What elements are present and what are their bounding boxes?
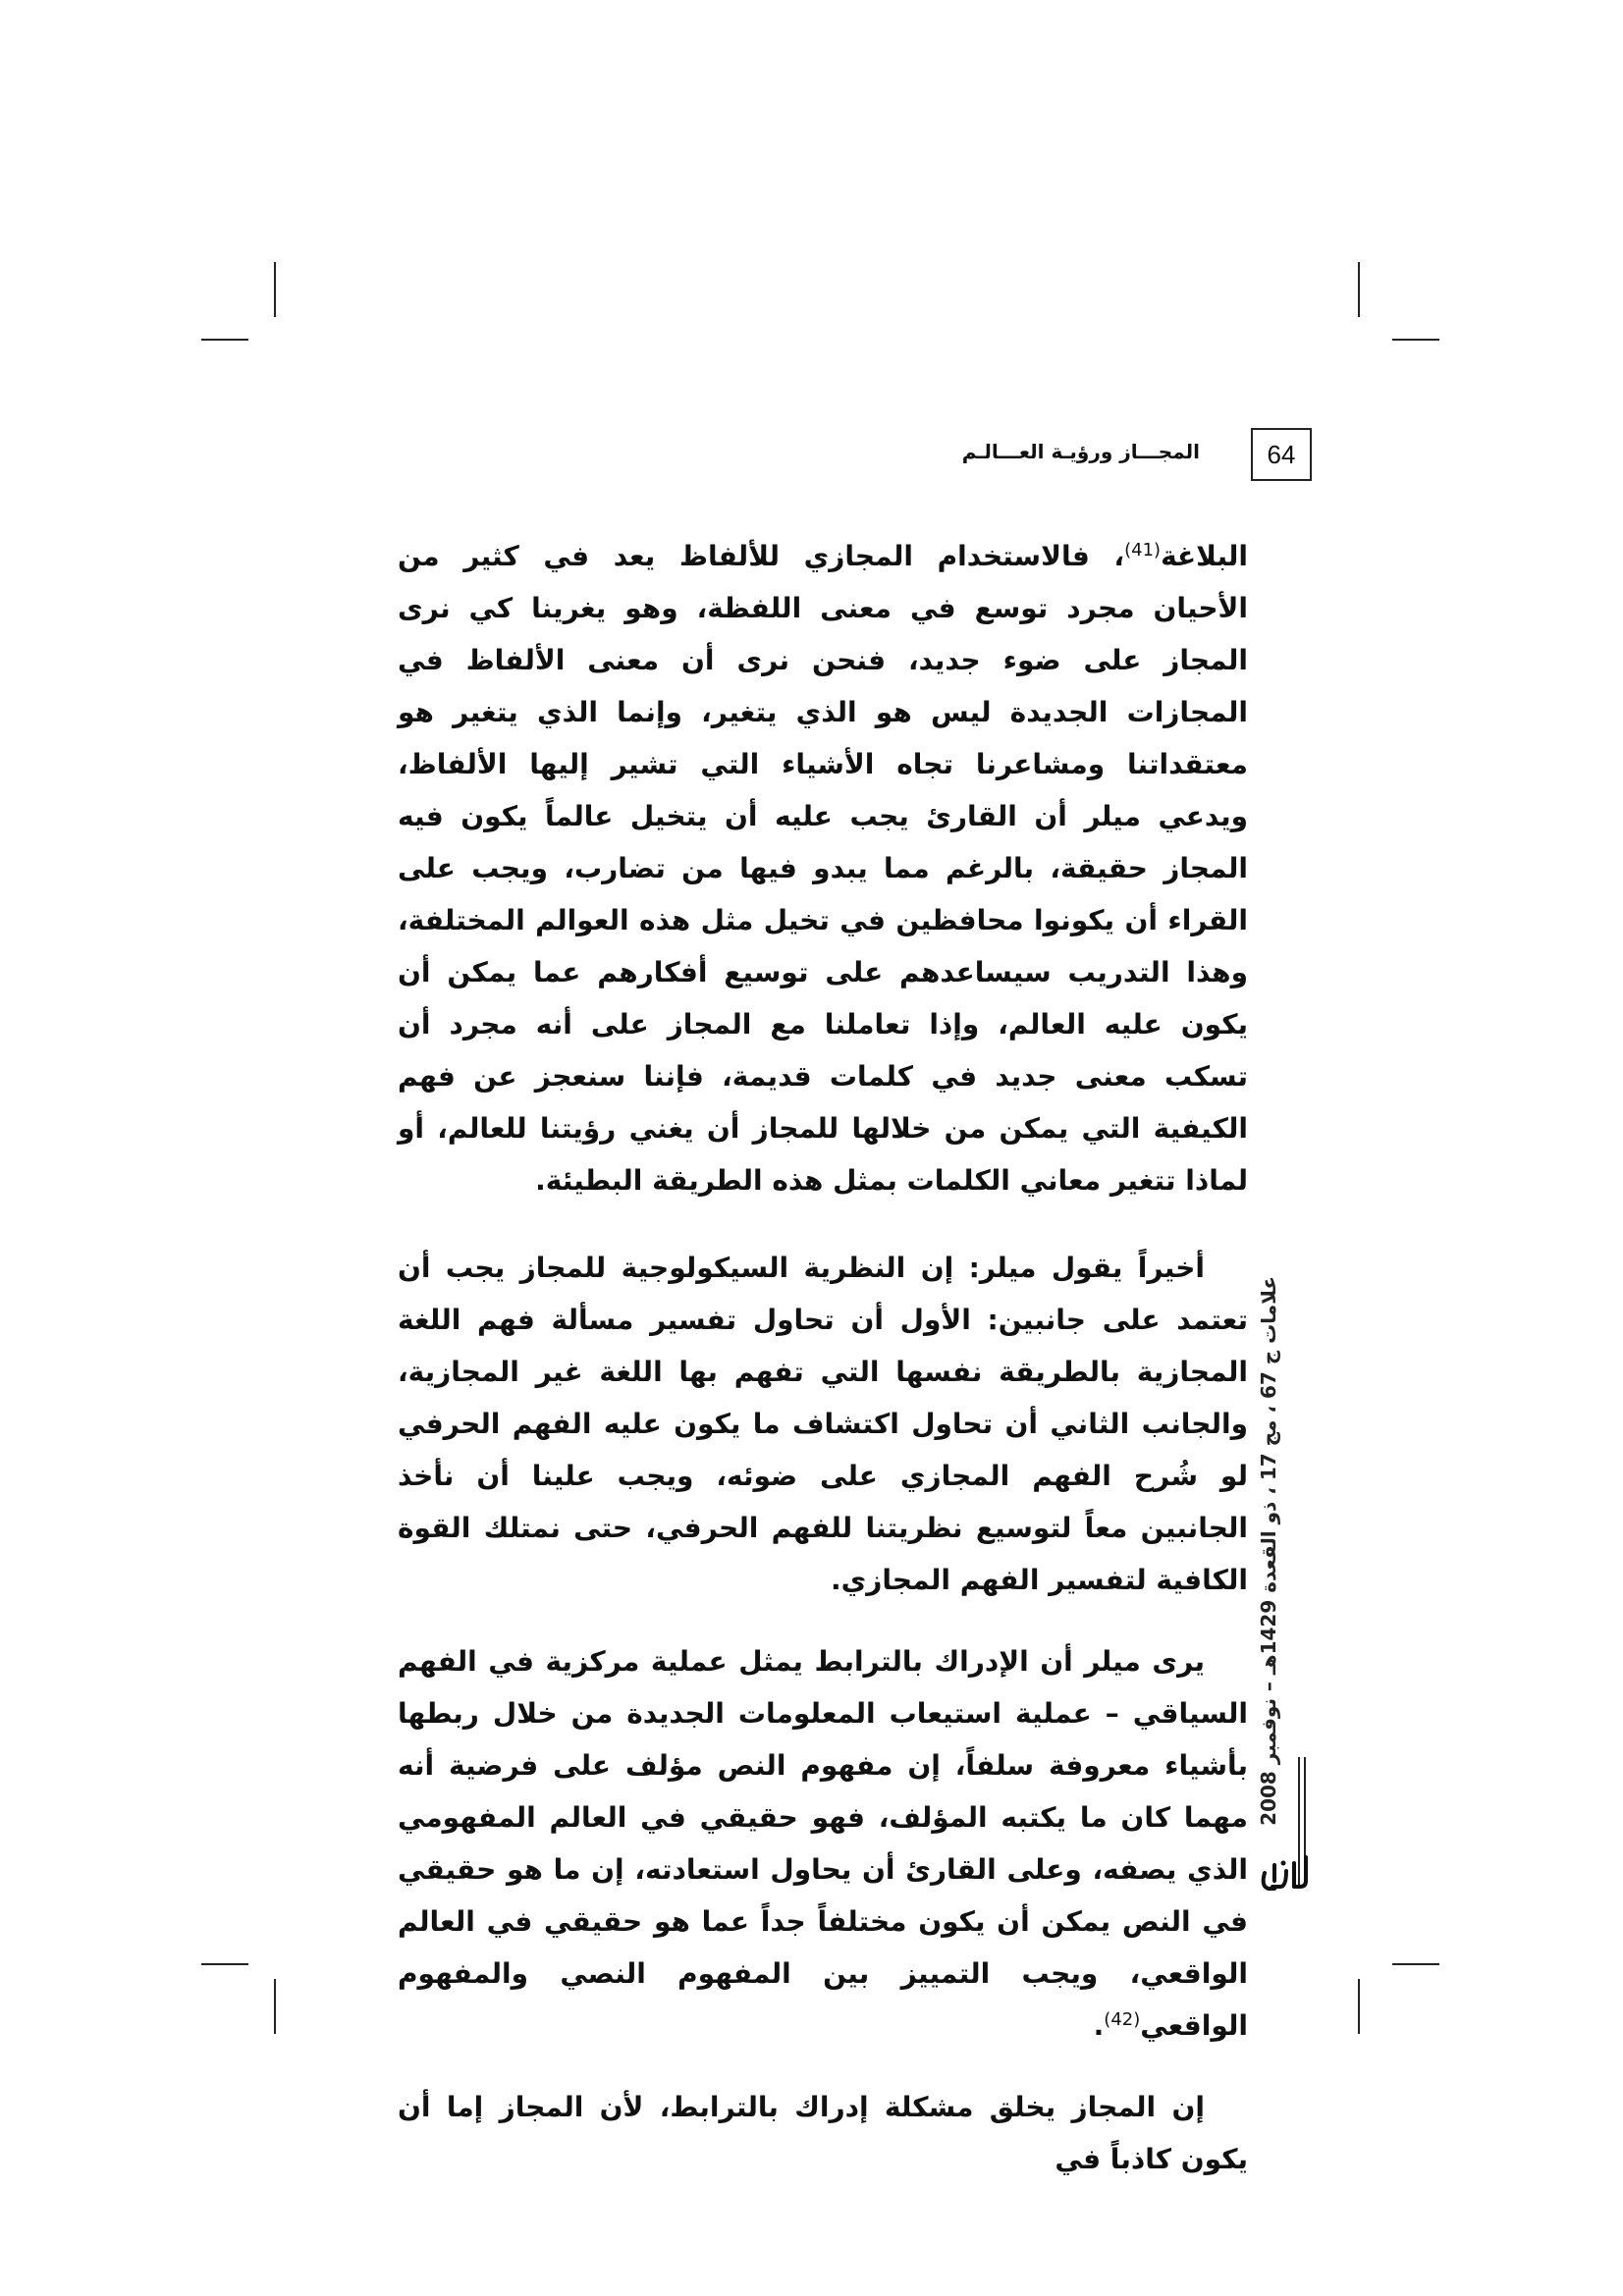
crop-mark-bottom-left-horizontal [201, 1963, 248, 1965]
crop-mark-bottom-left-vertical [274, 1979, 276, 2034]
running-title: المجـــاز ورؤيـة العـــالـم [961, 440, 1200, 463]
paragraph-1 [398, 530, 1248, 1206]
paragraph-1-text: البلاغة$^{(41)}$، فالاستخدام المجازي للألفاظ يعد في كثير من الأحيان مجرد توسع في معنى اللفظة، وهو يغرينا كي نرى المجاز على ضوء جديد، فنحن نرى أن معنى الألفاظ في المجازات الجديدة ليس هو الذي يتغير، وإنما الذي يتغير هو معتقداتنا ومشاعرنا تجاه الأشياء التي تشير إليها الألفاظ، ويدعي ميلر أن القارئ يجب عليه أن يتخيل عالماً يكون فيه المجاز حقيقة، بالرغم مما يبدو فيها من تضارب، ويجب على القراء أن يكونوا محافظين في تخيل مثل هذه العوالم المختلفة، وهذا التدريب سيساعدهم على توسيع أفكارهم عما يمكن أن يكون عليه العالم، وإذا تعاملنا مع المجاز على أنه مجرد أن تسكب معنى جديد في كلمات قديمة، فإننا سنعجز عن فهم الكيفية التي يمكن من خلالها للمجاز أن يغني رؤيتنا للعالم، أو لماذا تتغير معاني الكلمات بمثل هذه الطريقة البطيئة. [398, 540, 1248, 1197]
page-number: 64 [1251, 428, 1312, 481]
journal-info-text: علامات ج 67 ، مج 17 ، ذو القعدة 1429هـ – نوفمبر 2008 [1257, 1276, 1280, 1826]
body-text [398, 530, 1248, 2185]
paragraph-3 [398, 1635, 1248, 2052]
footnote-reference: (42) [1104, 2009, 1141, 2030]
journal-logo-icon [1257, 1851, 1312, 1895]
crop-mark-top-left-horizontal [201, 339, 248, 341]
paragraph-3-text: يرى ميلر أن الإدراك بالترابط يمثل عملية مركزية في الفهم السياقي – عملية استيعاب المعلومات الجديدة من خلال ربطها بأشياء معروفة سلفاً، إن مفهوم النص مؤلف على فرضية أنه مهما كان ما يكتبه المؤلف، فهو حقيقي في العالم المفهومي الذي يصفه، وعلى القارئ أن يحاول استعادته، إن ما هو حقيقي في النص يمكن أن يكون مختلفاً جداً عما هو حقيقي في العالم الواقعي، ويجب التمييز بين المفهوم النصي والمفهوم الواقعي$^{(42)}$. [398, 1645, 1248, 2042]
crop-mark-bottom-right-horizontal [1392, 1963, 1439, 1965]
crop-mark-top-left-vertical [274, 262, 276, 317]
footnote-reference: (41) [1124, 540, 1162, 561]
crop-mark-bottom-right-vertical [1358, 1979, 1360, 2034]
journal-info-margin [1249, 1276, 1288, 1826]
paragraph-4-text: إن المجاز يخلق مشكلة إدراك بالترابط، لأن المجاز إما أن يكون كاذباً في [398, 2091, 1248, 2175]
journal-logo [1255, 1849, 1314, 1896]
crop-mark-top-right-vertical [1358, 262, 1360, 317]
crop-mark-top-right-horizontal [1392, 339, 1439, 341]
paragraph-4 [398, 2081, 1248, 2185]
paragraph-2 [398, 1242, 1248, 1606]
paragraph-2-text: أخيراً يقول ميلر: إن النظرية السيكولوجية للمجاز يجب أن تعتمد على جانبين: الأول أن تحاول تفسير مسألة فهم اللغة المجازية بالطريقة نفسها التي تفهم بها اللغة غير المجازية، والجانب الثاني أن تحاول اكتشاف ما يكون عليه الفهم الحرفي لو شُرح الفهم المجازي على ضوئه، ويجب علينا أن نأخذ الجانبين معاً لتوسيع نظريتنا للفهم الحرفي، حتى نمتلك القوة الكافية لتفسير الفهم المجازي. [398, 1252, 1248, 1596]
